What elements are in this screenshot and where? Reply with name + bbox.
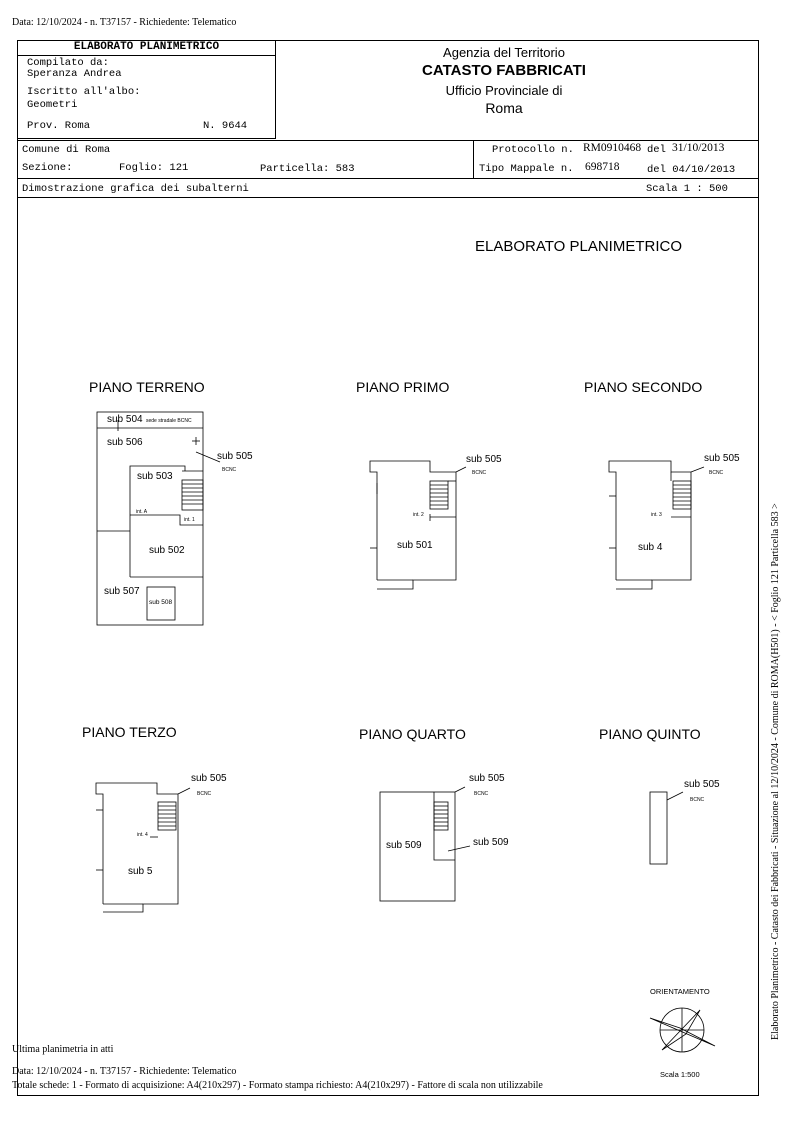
label-sub501: sub 501 <box>397 540 433 551</box>
floor-title-terzo: PIANO TERZO <box>82 724 177 740</box>
agency-line-1: Agenzia del Territorio <box>443 45 565 60</box>
drawing-title: ELABORATO PLANIMETRICO <box>475 238 682 255</box>
protocollo-date: 31/10/2013 <box>672 142 725 154</box>
agency-line-3: Ufficio Provinciale di <box>445 83 563 98</box>
label-int-2: int. 2 <box>413 512 424 518</box>
side-vertical-text: Elaborato Planimetrico - Catasto dei Fabbricati - Situazione al 12/10/2024 - Comune di ROMA(H501) - < Foglio 121 Particella 583 > <box>770 503 781 1040</box>
label-sub506: sub 506 <box>107 437 143 448</box>
label-int-3: int. 3 <box>651 512 662 518</box>
compilato-name: Speranza Andrea <box>27 68 122 80</box>
label-sub504: sub 504 <box>107 414 143 425</box>
top-line: Data: 12/10/2024 - n. T37157 - Richiedente: Telematico <box>12 17 237 28</box>
label-int-a: int. A <box>136 509 148 515</box>
sezione-label: Sezione: <box>22 162 73 174</box>
floor-title-quarto: PIANO QUARTO <box>359 726 466 742</box>
protocollo-del: del <box>647 144 666 156</box>
plan-primo <box>370 461 466 589</box>
label-sub505-quarto: sub 505 <box>469 773 505 784</box>
label-sub505-primo: sub 505 <box>466 454 502 465</box>
north-scale-label: Scala 1:500 <box>660 1070 700 1079</box>
comune-label: Comune di Roma <box>22 144 111 156</box>
label-bcnc-quarto: BCNC <box>474 791 489 797</box>
tipo-mappale-label: Tipo Mappale n. <box>479 163 574 175</box>
orientamento-label: ORIENTAMENTO <box>650 987 710 996</box>
label-sub509-left: sub 509 <box>386 840 422 851</box>
footer-line-2: Totale schede: 1 - Formato di acquisizione: A4(210x297) - Formato stampa richiesto: A4(210x297) - Fattore di scala non utilizzabile <box>12 1080 543 1091</box>
plan-quinto <box>650 792 683 864</box>
plan-secondo <box>609 461 704 589</box>
label-sub508: sub 508 <box>149 599 173 606</box>
prov-label: Prov. Roma <box>27 120 91 132</box>
label-bcnc-primo: BCNC <box>472 470 487 476</box>
agency-line-4: Roma <box>485 100 523 116</box>
label-sub509-right: sub 509 <box>473 837 509 848</box>
particella-label: Particella: 583 <box>260 163 355 175</box>
north-arrow-icon <box>650 1008 715 1052</box>
label-bcnc-secondo: BCNC <box>709 470 724 476</box>
tipo-mappale-date: del 04/10/2013 <box>647 164 736 176</box>
protocollo-value: RM0910468 <box>583 142 642 154</box>
tipo-mappale-value: 698718 <box>585 161 620 173</box>
label-sub5: sub 5 <box>128 866 153 877</box>
iscritto-label: Iscritto all'albo: <box>27 86 141 98</box>
compilato-label: Compilato da: <box>27 57 109 69</box>
numero-label: N. 9644 <box>203 120 248 132</box>
label-bcnc-terzo: BCNC <box>197 791 212 797</box>
label-sub505-secondo: sub 505 <box>704 453 740 464</box>
plan-terzo <box>96 783 190 912</box>
foglio-label: Foglio: 121 <box>119 162 189 174</box>
floor-title-primo: PIANO PRIMO <box>356 379 450 395</box>
footer-line-1: Data: 12/10/2024 - n. T37157 - Richiedente: Telematico <box>12 1066 237 1077</box>
label-sede-stradale: sede stradale BCNC <box>146 418 192 424</box>
label-bcnc-terreno: BCNC <box>222 467 237 473</box>
dimostrazione-label: Dimostrazione grafica dei subalterni <box>22 183 249 195</box>
iscritto-value: Geometri <box>27 99 78 111</box>
label-sub502: sub 502 <box>149 545 185 556</box>
label-bcnc-quinto: BCNC <box>690 797 705 803</box>
label-sub505-terreno: sub 505 <box>217 451 253 462</box>
header-left-title: ELABORATO PLANIMETRICO <box>73 41 220 53</box>
agency-line-2: CATASTO FABBRICATI <box>422 62 586 79</box>
label-sub505-quinto: sub 505 <box>684 779 720 790</box>
footer-ultima: Ultima planimetria in atti <box>12 1044 114 1055</box>
floor-title-quinto: PIANO QUINTO <box>599 726 701 742</box>
floor-title-terreno: PIANO TERRENO <box>89 379 205 395</box>
scala-label: Scala 1 : 500 <box>646 183 728 195</box>
label-int-4: int. 4 <box>137 832 148 838</box>
label-sub4: sub 4 <box>638 542 663 553</box>
label-sub507: sub 507 <box>104 586 140 597</box>
label-sub505-terzo: sub 505 <box>191 773 227 784</box>
floor-title-secondo: PIANO SECONDO <box>584 379 703 395</box>
protocollo-label: Protocollo n. <box>492 144 574 156</box>
label-int-1: int. 1 <box>184 517 195 523</box>
label-sub503: sub 503 <box>137 471 173 482</box>
